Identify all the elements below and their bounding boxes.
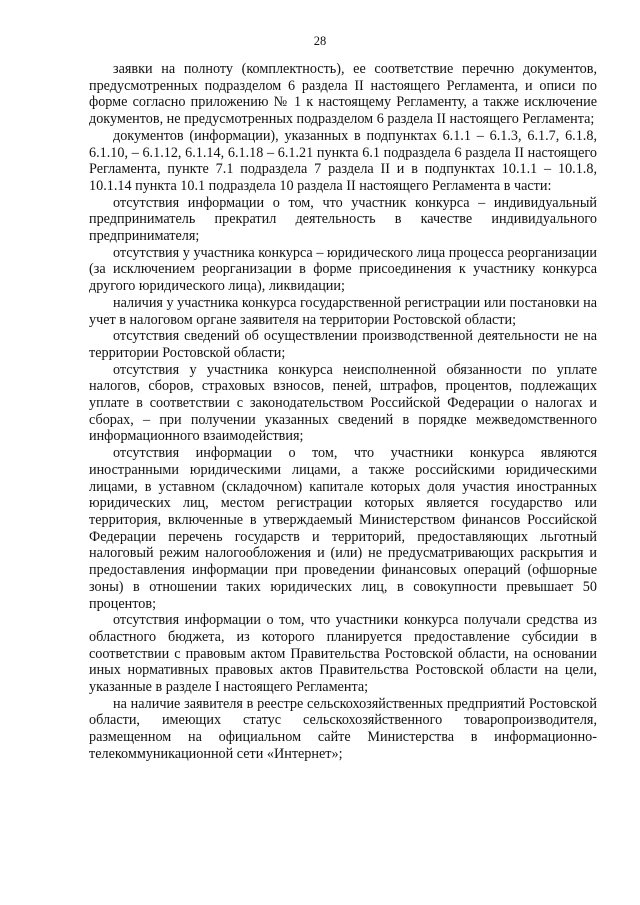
document-body bbox=[89, 61, 597, 763]
paragraph-agricultural-registry: на наличие заявителя в реестре сельскохозяйственных предприятий Ростовской области, имеющих статус сельскохозяйственного товаропроизводителя, размещенном на официальном сайте Министерства в информационно-телекоммуникационной сети «Интернет»; bbox=[89, 695, 597, 762]
paragraph-production-territory: отсутствия сведений об осуществлении производственной деятельности не на территории Ростовской области; bbox=[89, 328, 597, 361]
paragraph-entrepreneur-activity: отсутствия информации о том, что участник конкурса – индивидуальный предприниматель прекратил деятельность в качестве индивидуального предпринимателя; bbox=[89, 194, 597, 245]
paragraph-reorganization: отсутствия у участника конкурса – юридического лица процесса реорганизации (за исключением реорганизации в форме присоединения к участнику конкурса другого юридического лица), ликвидации; bbox=[89, 244, 597, 295]
paragraph-tax-obligations: отсутствия у участника конкурса неисполненной обязанности по уплате налогов, сборов, страховых взносов, пеней, штрафов, процентов, подлежащих уплате в соответствии с законодательством Российской Федерации о налогах и сборах, – при получении указанных сведений в порядке межведомственного информационного взаимодействия; bbox=[89, 361, 597, 445]
paragraph-documents-info: документов (информации), указанных в подпунктах 6.1.1 – 6.1.3, 6.1.7, 6.1.8, 6.1.10, – 6.1.12, 6.1.14, 6.1.18 – 6.1.21 пункта 6.1 подраздела 6 раздела II настоящего Регламента, пункте 7.1 подраздела 7 раздела II и в подпунктах 10.1.1 – 10.1.8, 10.1.14 пункта 10.1 подраздела 10 раздела II настоящего Регламента в части: bbox=[89, 127, 597, 194]
paragraph-application-check: заявки на полноту (комплектность), ее соответствие перечню документов, предусмотренных подразделом 6 раздела II настоящего Регламента, и описи по форме согласно приложению № 1 к настоящему Регламенту, а также исключение документов, не предусмотренных подразделом 6 раздела II настоящего Регламента; bbox=[89, 61, 597, 128]
paragraph-foreign-entities: отсутствия информации о том, что участники конкурса являются иностранными юридическими лицами, а также российскими юридическими лицами, в уставном (складочном) капитале которых доля участия иностранных юридических лиц, местом регистрации которых является государство или территория, включенные в утверждаемый Министерством финансов Российской Федерации перечень государств и территорий, предоставляющих льготный налоговый режим налогообложения и (или) не предусматривающих раскрытия и предоставления информации при проведении финансовых операций (офшорные зоны) в отношении таких юридических лиц, в совокупности превышает 50 процентов; bbox=[89, 445, 597, 612]
paragraph-regional-budget: отсутствия информации о том, что участники конкурса получали средства из областного бюджета, из которого планируется предоставление субсидии в соответствии с правовым актом Правительства Ростовской области, на основании иных нормативных правовых актов Правительства Ростовской области на цели, указанные в разделе I настоящего Регламента; bbox=[89, 612, 597, 696]
paragraph-registration: наличия у участника конкурса государственной регистрации или постановки на учет в налоговом органе заявителя на территории Ростовской области; bbox=[89, 294, 597, 328]
page-number: 28 bbox=[313, 34, 327, 48]
